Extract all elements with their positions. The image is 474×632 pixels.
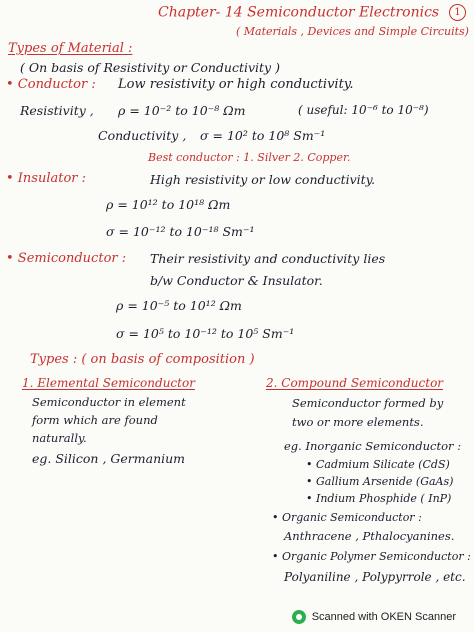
resistivity-label: Resistivity , xyxy=(20,103,94,118)
scanner-logo-icon xyxy=(292,610,306,624)
inorganic-item: • Gallium Arsenide (GaAs) xyxy=(306,475,454,488)
chapter-title-text: Chapter- 14 Semiconductor Electronics xyxy=(158,4,440,21)
best-conductor: Best conductor : 1. Silver 2. Copper. xyxy=(148,151,351,164)
organic-items: Anthracene , Pthalocyanines. xyxy=(284,529,455,543)
elemental-line-3: naturally. xyxy=(32,431,87,445)
types-material-basis: ( On basis of Resistivity or Conductivity ) xyxy=(20,60,280,75)
compound-heading: 2. Compound Semiconductor xyxy=(266,376,444,390)
elemental-examples: eg. Silicon , Germanium xyxy=(32,451,186,466)
elemental-line-1: Semiconductor in element xyxy=(32,395,186,409)
inorganic-item: • Cadmium Silicate (CdS) xyxy=(306,458,450,471)
semiconductor-sigma: σ = 10⁵ to 10⁻¹² to 10⁵ Sm⁻¹ xyxy=(116,326,295,341)
resistivity-value: ρ = 10⁻² to 10⁻⁸ Ωm xyxy=(118,103,246,118)
conductor-desc: Low resistivity or high conductivity. xyxy=(118,77,354,92)
useful-note: ( useful: 10⁻⁶ to 10⁻⁸) xyxy=(298,103,429,117)
polymer-heading: • Organic Polymer Semiconductor : xyxy=(272,550,471,563)
semiconductor-rho: ρ = 10⁻⁵ to 10¹² Ωm xyxy=(116,298,242,313)
composition-heading: Types : ( on basis of composition ) xyxy=(30,352,255,367)
conductivity-value: σ = 10² to 10⁸ Sm⁻¹ xyxy=(200,128,326,143)
insulator-label: • Insulator : xyxy=(6,171,87,186)
inorganic-item: • Indium Phosphide ( InP) xyxy=(306,492,452,505)
inorganic-heading: eg. Inorganic Semiconductor : xyxy=(284,439,462,453)
polymer-items: Polyaniline , Polypyrrole , etc. xyxy=(284,570,466,584)
insulator-sigma: σ = 10⁻¹² to 10⁻¹⁸ Sm⁻¹ xyxy=(106,224,255,239)
compound-line-2: two or more elements. xyxy=(292,415,424,429)
chapter-subtitle: ( Materials , Devices and Simple Circuits) xyxy=(236,25,469,38)
semiconductor-desc-1: Their resistivity and conductivity lies xyxy=(150,251,386,266)
conductivity-label: Conductivity , xyxy=(98,128,187,143)
insulator-desc: High resistivity or low conductivity. xyxy=(150,172,376,187)
types-material-heading: Types of Material : xyxy=(8,41,133,56)
compound-line-1: Semiconductor formed by xyxy=(292,396,444,410)
scanner-text: Scanned with OKEN Scanner xyxy=(311,611,456,623)
semiconductor-desc-2: b/w Conductor & Insulator. xyxy=(150,273,323,288)
conductor-label: • Conductor : xyxy=(6,77,96,92)
chapter-title xyxy=(158,4,466,21)
elemental-line-2: form which are found xyxy=(32,413,158,427)
insulator-rho: ρ = 10¹² to 10¹⁸ Ωm xyxy=(106,197,231,212)
semiconductor-label: • Semiconductor : xyxy=(6,251,127,266)
elemental-heading: 1. Elemental Semiconductor xyxy=(22,376,195,390)
organic-heading: • Organic Semiconductor : xyxy=(272,511,422,524)
scanner-footer xyxy=(292,610,456,624)
page-number-badge: 1 xyxy=(449,4,466,21)
